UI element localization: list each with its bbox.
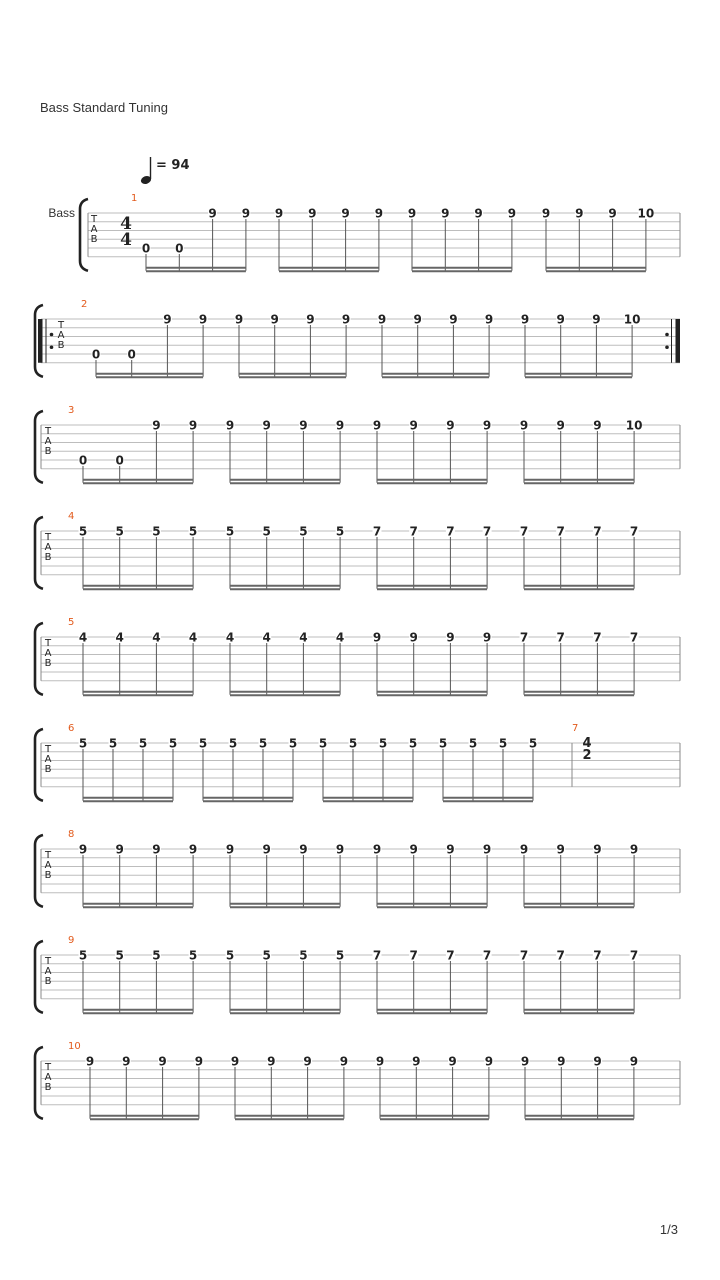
fret-number: 5 (138, 736, 148, 751)
measure-number: 6 (68, 723, 75, 734)
beam-primary (279, 267, 379, 269)
fret-number: 9 (262, 842, 271, 857)
beam-secondary (230, 1012, 340, 1014)
fret-number: 9 (484, 312, 494, 327)
tab-clef-letter: A (44, 860, 52, 871)
fret-number: 9 (520, 1054, 530, 1069)
fret-number: 5 (468, 736, 478, 751)
instrument-label: Bass (48, 206, 75, 220)
beam-secondary (525, 376, 632, 378)
beam-secondary (380, 1118, 489, 1120)
beam-primary (83, 585, 193, 587)
tab-clef-letter: T (44, 638, 52, 649)
fret-number: 9 (575, 206, 584, 221)
fret-number: 4 (262, 630, 271, 645)
tab-clef-letter: B (90, 234, 98, 245)
fret-number: 9 (85, 1054, 95, 1069)
measure-number: 1 (131, 193, 138, 204)
fret-number: 5 (115, 948, 124, 963)
beam-secondary (443, 800, 533, 802)
fret-number: 4 (115, 630, 124, 645)
fret-number: 9 (188, 418, 198, 433)
fret-number: 9 (341, 206, 350, 221)
fret-number: 9 (484, 1054, 494, 1069)
fret-number: 7 (482, 948, 492, 963)
fret-number: 4 (225, 630, 235, 645)
beam-secondary (83, 482, 193, 484)
beam-secondary (524, 906, 634, 908)
fret-number: 5 (498, 736, 508, 751)
fret-number: 5 (408, 736, 418, 751)
system-bracket (35, 411, 43, 483)
fret-number: 7 (556, 948, 565, 963)
tab-clef-letter: B (44, 1082, 52, 1093)
beam-primary (230, 585, 340, 587)
fret-number: 9 (519, 842, 529, 857)
beam-primary (83, 797, 173, 799)
fret-number: 9 (303, 1054, 312, 1069)
beam-primary (83, 903, 193, 905)
fret-number: 9 (409, 630, 418, 645)
fret-number: 9 (407, 206, 417, 221)
fret-number: 9 (446, 630, 455, 645)
beam-primary (230, 903, 340, 905)
beam-secondary (524, 482, 634, 484)
fret-number: 7 (556, 524, 565, 539)
fret-number: 7 (593, 524, 602, 539)
beam-primary (203, 797, 293, 799)
beam-primary (239, 373, 346, 375)
fret-number: 9 (474, 206, 483, 221)
fret-number: 9 (78, 842, 88, 857)
beam-secondary (377, 694, 487, 696)
fret-number: 9 (409, 418, 418, 433)
fret-number: 5 (335, 948, 345, 963)
tab-clef-letter: B (44, 552, 52, 563)
beam-primary (380, 1115, 489, 1117)
page-number: 1/3 (659, 1222, 678, 1237)
tab-clef-letter: A (44, 436, 52, 447)
tab-clef-letter: A (44, 542, 52, 553)
beam-primary (412, 267, 512, 269)
fret-number: 9 (270, 312, 279, 327)
fret-number: 9 (122, 1054, 131, 1069)
fret-number: 9 (194, 1054, 204, 1069)
beam-secondary (83, 906, 193, 908)
beam-secondary (90, 1118, 199, 1120)
beam-primary (524, 479, 634, 481)
fret-number: 9 (306, 312, 315, 327)
beam-secondary (230, 482, 340, 484)
beam-secondary (230, 694, 340, 696)
beam-primary (83, 691, 193, 693)
tab-clef-letter: T (44, 532, 52, 543)
tab-clef-letter: T (44, 1062, 52, 1073)
system-bracket (35, 517, 43, 589)
fret-number: 9 (629, 842, 639, 857)
fret-number: 7 (446, 524, 455, 539)
fret-number: 5 (262, 948, 271, 963)
fret-number: 9 (413, 312, 422, 327)
beam-secondary (279, 270, 379, 272)
beam-primary (377, 479, 487, 481)
fret-number: 9 (608, 206, 617, 221)
measure-number: 7 (572, 723, 579, 734)
beam-secondary (83, 1012, 193, 1014)
beam-primary (235, 1115, 344, 1117)
repeat-end-thick-bar (676, 319, 681, 363)
fret-number: 5 (378, 736, 388, 751)
fret-number: 9 (267, 1054, 276, 1069)
fret-number: 5 (225, 948, 235, 963)
tab-clef-letter: T (90, 214, 98, 225)
fret-number: 7 (372, 948, 382, 963)
beam-secondary (203, 800, 293, 802)
beam-secondary (235, 1118, 344, 1120)
repeat-dot (50, 333, 54, 337)
fret-number: 5 (258, 736, 268, 751)
beam-secondary (382, 376, 489, 378)
fret-number: 0 (91, 347, 101, 362)
fret-number: 0 (78, 453, 88, 468)
fret-number: 9 (556, 312, 565, 327)
tab-clef-letter: A (44, 648, 52, 659)
beam-primary (96, 373, 203, 375)
beam-secondary (83, 694, 193, 696)
fret-number: 7 (409, 524, 418, 539)
fret-number: 9 (449, 312, 458, 327)
system-bracket (35, 941, 43, 1013)
fret-number: 9 (374, 206, 384, 221)
beam-primary (524, 691, 634, 693)
fret-number: 9 (448, 1054, 457, 1069)
beam-primary (525, 373, 632, 375)
beam-primary (382, 373, 489, 375)
fret-number: 5 (528, 736, 538, 751)
beam-secondary (146, 270, 246, 272)
fret-number: 9 (198, 312, 208, 327)
fret-number: 5 (348, 736, 358, 751)
fret-number: 5 (152, 948, 161, 963)
fret-number: 9 (556, 842, 565, 857)
fret-number: 0 (127, 347, 136, 362)
fret-number: 9 (592, 312, 601, 327)
beam-primary (230, 479, 340, 481)
tab-clef-letter: T (44, 744, 52, 755)
fret-number: 9 (274, 206, 284, 221)
fret-number: 9 (519, 418, 529, 433)
beam-secondary (323, 800, 413, 802)
repeat-dot (665, 345, 669, 349)
fret-number: 9 (299, 418, 308, 433)
beam-primary (377, 903, 487, 905)
repeat-start-thick-bar (38, 319, 43, 363)
fret-number: 9 (115, 842, 124, 857)
fret-number: 10 (637, 206, 655, 221)
tab-clef-letter: B (44, 764, 52, 775)
fret-number: 9 (372, 418, 382, 433)
beam-secondary (524, 1012, 634, 1014)
beam-secondary (230, 906, 340, 908)
tab-clef-letter: B (44, 976, 52, 987)
fret-number: 9 (225, 418, 235, 433)
fret-number: 5 (108, 736, 118, 751)
tab-clef-letter: A (44, 1072, 52, 1083)
fret-number: 9 (188, 842, 198, 857)
fret-number: 9 (557, 1054, 566, 1069)
fret-number: 9 (208, 206, 217, 221)
beam-secondary (239, 376, 346, 378)
measure-number: 2 (81, 299, 88, 310)
beam-primary (524, 1009, 634, 1011)
fret-number: 5 (188, 524, 198, 539)
system-bracket (35, 1047, 43, 1119)
fret-number: 9 (341, 312, 351, 327)
fret-number: 9 (262, 418, 271, 433)
fret-number: 5 (225, 524, 235, 539)
system-bracket (80, 199, 88, 271)
beam-secondary (524, 588, 634, 590)
fret-number: 9 (152, 418, 161, 433)
fret-number: 9 (375, 1054, 385, 1069)
fret-number: 5 (299, 524, 308, 539)
fret-number: 5 (288, 736, 298, 751)
fret-number: 5 (188, 948, 198, 963)
beam-secondary (83, 588, 193, 590)
fret-number: 9 (230, 1054, 240, 1069)
beam-primary (83, 1009, 193, 1011)
beam-primary (377, 691, 487, 693)
time-signature-bottom: 4 (120, 230, 132, 250)
fret-number: 7 (593, 948, 602, 963)
beam-secondary (524, 694, 634, 696)
fret-number: 9 (412, 1054, 421, 1069)
beam-primary (83, 479, 193, 481)
fret-number: 4 (152, 630, 161, 645)
fret-number: 9 (482, 418, 492, 433)
measure-number: 8 (68, 829, 75, 840)
beam-primary (546, 267, 646, 269)
time-signature-bottom: 2 (582, 748, 592, 763)
fret-number: 5 (299, 948, 308, 963)
beam-primary (323, 797, 413, 799)
fret-number: 4 (188, 630, 198, 645)
fret-number: 7 (556, 630, 565, 645)
fret-number: 0 (175, 241, 184, 256)
beam-secondary (377, 482, 487, 484)
beam-primary (377, 1009, 487, 1011)
fret-number: 7 (519, 630, 529, 645)
beam-secondary (96, 376, 203, 378)
fret-number: 4 (335, 630, 345, 645)
fret-number: 4 (299, 630, 308, 645)
fret-number: 9 (482, 630, 492, 645)
fret-number: 9 (241, 206, 251, 221)
fret-number: 7 (519, 524, 529, 539)
system-bracket (35, 623, 43, 695)
fret-number: 9 (308, 206, 317, 221)
beam-secondary (377, 588, 487, 590)
fret-number: 5 (78, 948, 88, 963)
repeat-dot (50, 345, 54, 349)
tab-clef-letter: B (44, 446, 52, 457)
fret-number: 9 (507, 206, 517, 221)
tab-clef-letter: A (44, 966, 52, 977)
fret-number: 9 (225, 842, 235, 857)
beam-secondary (412, 270, 512, 272)
fret-number: 7 (629, 630, 639, 645)
fret-number: 9 (593, 842, 602, 857)
fret-number: 7 (519, 948, 529, 963)
measure-number: 10 (68, 1041, 81, 1052)
beam-primary (146, 267, 246, 269)
tab-clef-letter: B (57, 340, 65, 351)
fret-number: 5 (152, 524, 161, 539)
tab-clef-letter: T (44, 956, 52, 967)
fret-number: 7 (409, 948, 418, 963)
fret-number: 9 (158, 1054, 167, 1069)
fret-number: 9 (234, 312, 244, 327)
fret-number: 9 (520, 312, 530, 327)
fret-number: 7 (629, 524, 639, 539)
fret-number: 7 (372, 524, 382, 539)
beam-primary (230, 691, 340, 693)
fret-number: 10 (623, 312, 641, 327)
fret-number: 4 (78, 630, 88, 645)
tab-clef-letter: B (44, 870, 52, 881)
beam-primary (443, 797, 533, 799)
fret-number: 7 (446, 948, 455, 963)
fret-number: 7 (482, 524, 492, 539)
measure-number: 9 (68, 935, 75, 946)
beam-secondary (546, 270, 646, 272)
beam-primary (90, 1115, 199, 1117)
fret-number: 9 (482, 842, 492, 857)
measure-number: 3 (68, 405, 75, 416)
measure-number: 5 (68, 617, 75, 628)
tab-clef-letter: B (44, 658, 52, 669)
fret-number: 7 (629, 948, 639, 963)
fret-number: 9 (409, 842, 418, 857)
beam-primary (377, 585, 487, 587)
fret-number: 9 (339, 1054, 349, 1069)
tempo-value: = 94 (156, 158, 190, 173)
fret-number: 9 (372, 630, 382, 645)
beam-primary (230, 1009, 340, 1011)
fret-number: 5 (78, 524, 88, 539)
fret-number: 9 (593, 1054, 602, 1069)
beam-primary (524, 585, 634, 587)
tab-clef-letter: T (57, 320, 65, 331)
fret-number: 0 (115, 453, 124, 468)
fret-number: 5 (335, 524, 345, 539)
tab-clef-letter: A (90, 224, 98, 235)
beam-secondary (83, 800, 173, 802)
fret-number: 5 (318, 736, 328, 751)
fret-number: 9 (446, 842, 455, 857)
beam-secondary (525, 1118, 634, 1120)
system-bracket (35, 729, 43, 801)
fret-number: 10 (625, 418, 643, 433)
fret-number: 9 (163, 312, 172, 327)
beam-secondary (377, 1012, 487, 1014)
beam-secondary (230, 588, 340, 590)
fret-number: 9 (335, 418, 345, 433)
fret-number: 9 (152, 842, 161, 857)
fret-number: 9 (441, 206, 450, 221)
fret-number: 5 (78, 736, 88, 751)
fret-number: 9 (556, 418, 565, 433)
fret-number: 5 (438, 736, 448, 751)
repeat-dot (665, 333, 669, 337)
system-bracket (35, 835, 43, 907)
tab-clef-letter: A (57, 330, 65, 341)
tab-clef-letter: T (44, 426, 52, 437)
fret-number: 9 (541, 206, 551, 221)
fret-number: 7 (593, 630, 602, 645)
fret-number: 9 (299, 842, 308, 857)
fret-number: 9 (446, 418, 455, 433)
tuning-label: Bass Standard Tuning (40, 100, 168, 115)
fret-number: 9 (335, 842, 345, 857)
beam-primary (524, 903, 634, 905)
tab-clef-letter: T (44, 850, 52, 861)
fret-number: 5 (168, 736, 178, 751)
measure-number: 4 (68, 511, 75, 522)
time-signature-top: 4 (120, 214, 132, 234)
fret-number: 9 (629, 1054, 639, 1069)
fret-number: 9 (372, 842, 382, 857)
fret-number: 9 (593, 418, 602, 433)
fret-number: 5 (228, 736, 238, 751)
fret-number: 5 (115, 524, 124, 539)
fret-number: 5 (198, 736, 208, 751)
fret-number: 9 (377, 312, 387, 327)
tab-clef-letter: A (44, 754, 52, 765)
beam-primary (525, 1115, 634, 1117)
beam-secondary (377, 906, 487, 908)
fret-number: 5 (262, 524, 271, 539)
fret-number: 0 (141, 241, 151, 256)
time-signature-top: 4 (582, 736, 592, 751)
